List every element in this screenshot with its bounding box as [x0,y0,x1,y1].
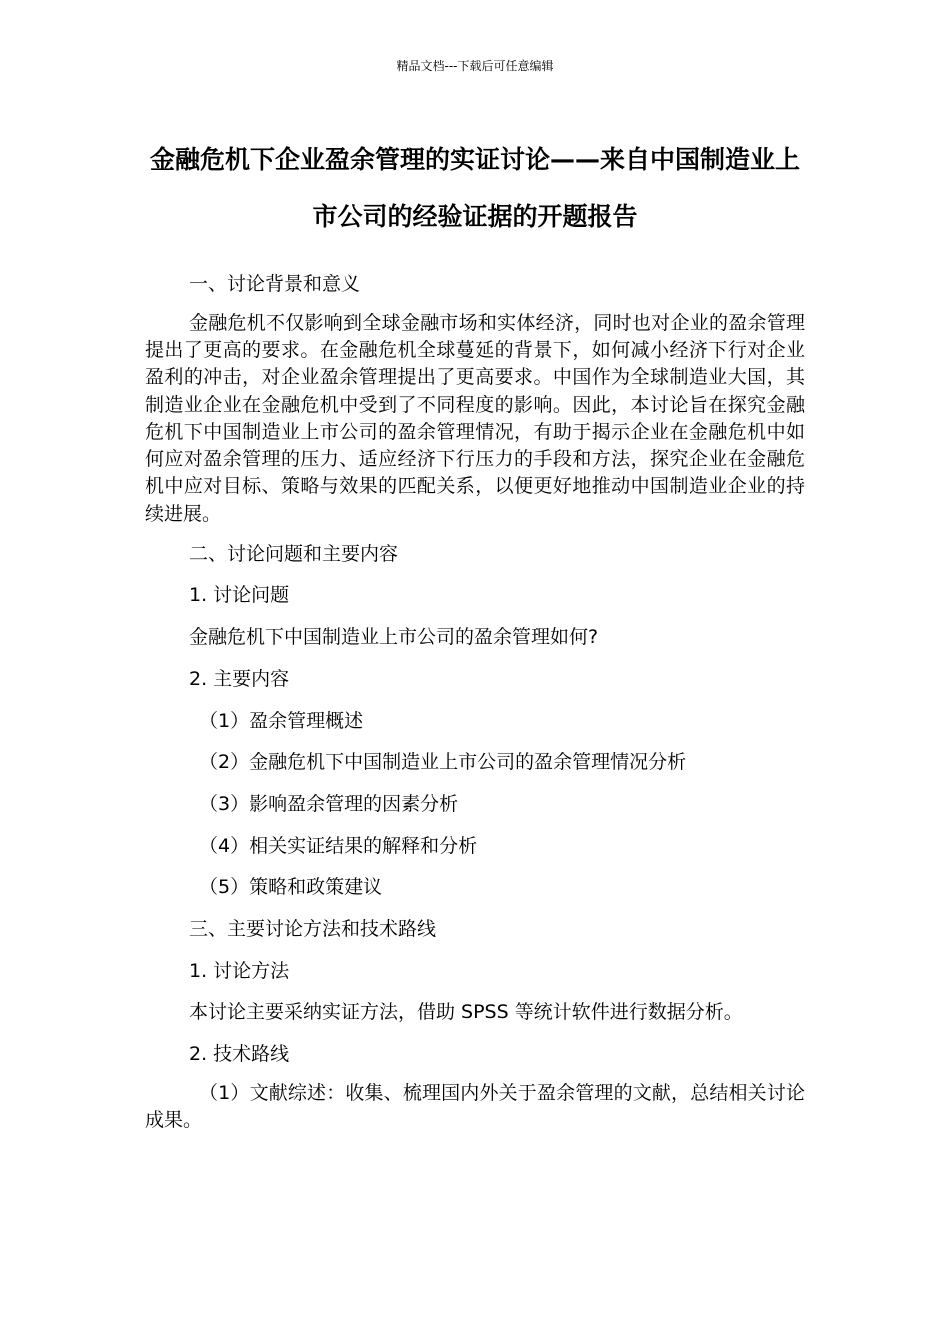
research-question-text: 金融危机下中国制造业上市公司的盈余管理如何? [189,626,599,649]
section-heading-methods: 三、主要讨论方法和技术路线 [189,917,437,940]
research-method-text: 本讨论主要采纳实证方法，借助 SPSS 等统计软件进行数据分析。 [189,1001,743,1024]
content-list-item: （2）金融危机下中国制造业上市公司的盈余管理情况分析 [199,751,687,774]
subheading-research-method: 1. 讨论方法 [189,959,290,982]
subheading-technical-route: 2. 技术路线 [189,1043,290,1065]
subheading-research-question: 1. 讨论问题 [189,584,290,607]
content-list-item: （3）影响盈余管理的因素分析 [199,792,459,815]
page-header: 精品文档---下载后可任意编辑 [396,59,554,73]
section-heading-background: 一、讨论背景和意义 [189,273,361,295]
content-list-item: （5）策略和政策建议 [199,876,383,899]
background-paragraph: 金融危机不仅影响到全球金融市场和实体经济，同时也对企业的盈余管理提出了更高的要求。在金融危机全球蔓延的背景下，如何减小经济下行对企业盈利的冲击，对企业盈余管理提出了更高要求。中国作为全球制造业大国，其制造业企业在金融危机中受到了不同程度的影响。因此，本讨论旨在探究金融危机下中国制造业上市公司的盈余管理情况，有助于揭示企业在金融危机中如何应对盈余管理的压力、适应经济下行压力的手段和方法，探究企业在金融危机中应对目标、策略与效果的匹配关系，以便更好地推动中国制造业企业的持续进展。 [145,311,805,525]
document-body [145,268,805,1134]
subheading-main-content: 2. 主要内容 [189,667,290,690]
content-list-item: （1）盈余管理概述 [199,709,364,732]
document-title: 金融危机下企业盈余管理的实证讨论——来自中国制造业上市公司的经验证据的开题报告 [149,145,800,231]
content-list-item: （4）相关实证结果的解释和分析 [199,834,478,857]
technical-route-item: （1）文献综述：收集、梳理国内外关于盈余管理的文献，总结相关讨论成果。 [145,1081,805,1131]
section-heading-questions: 二、讨论问题和主要内容 [189,542,399,565]
